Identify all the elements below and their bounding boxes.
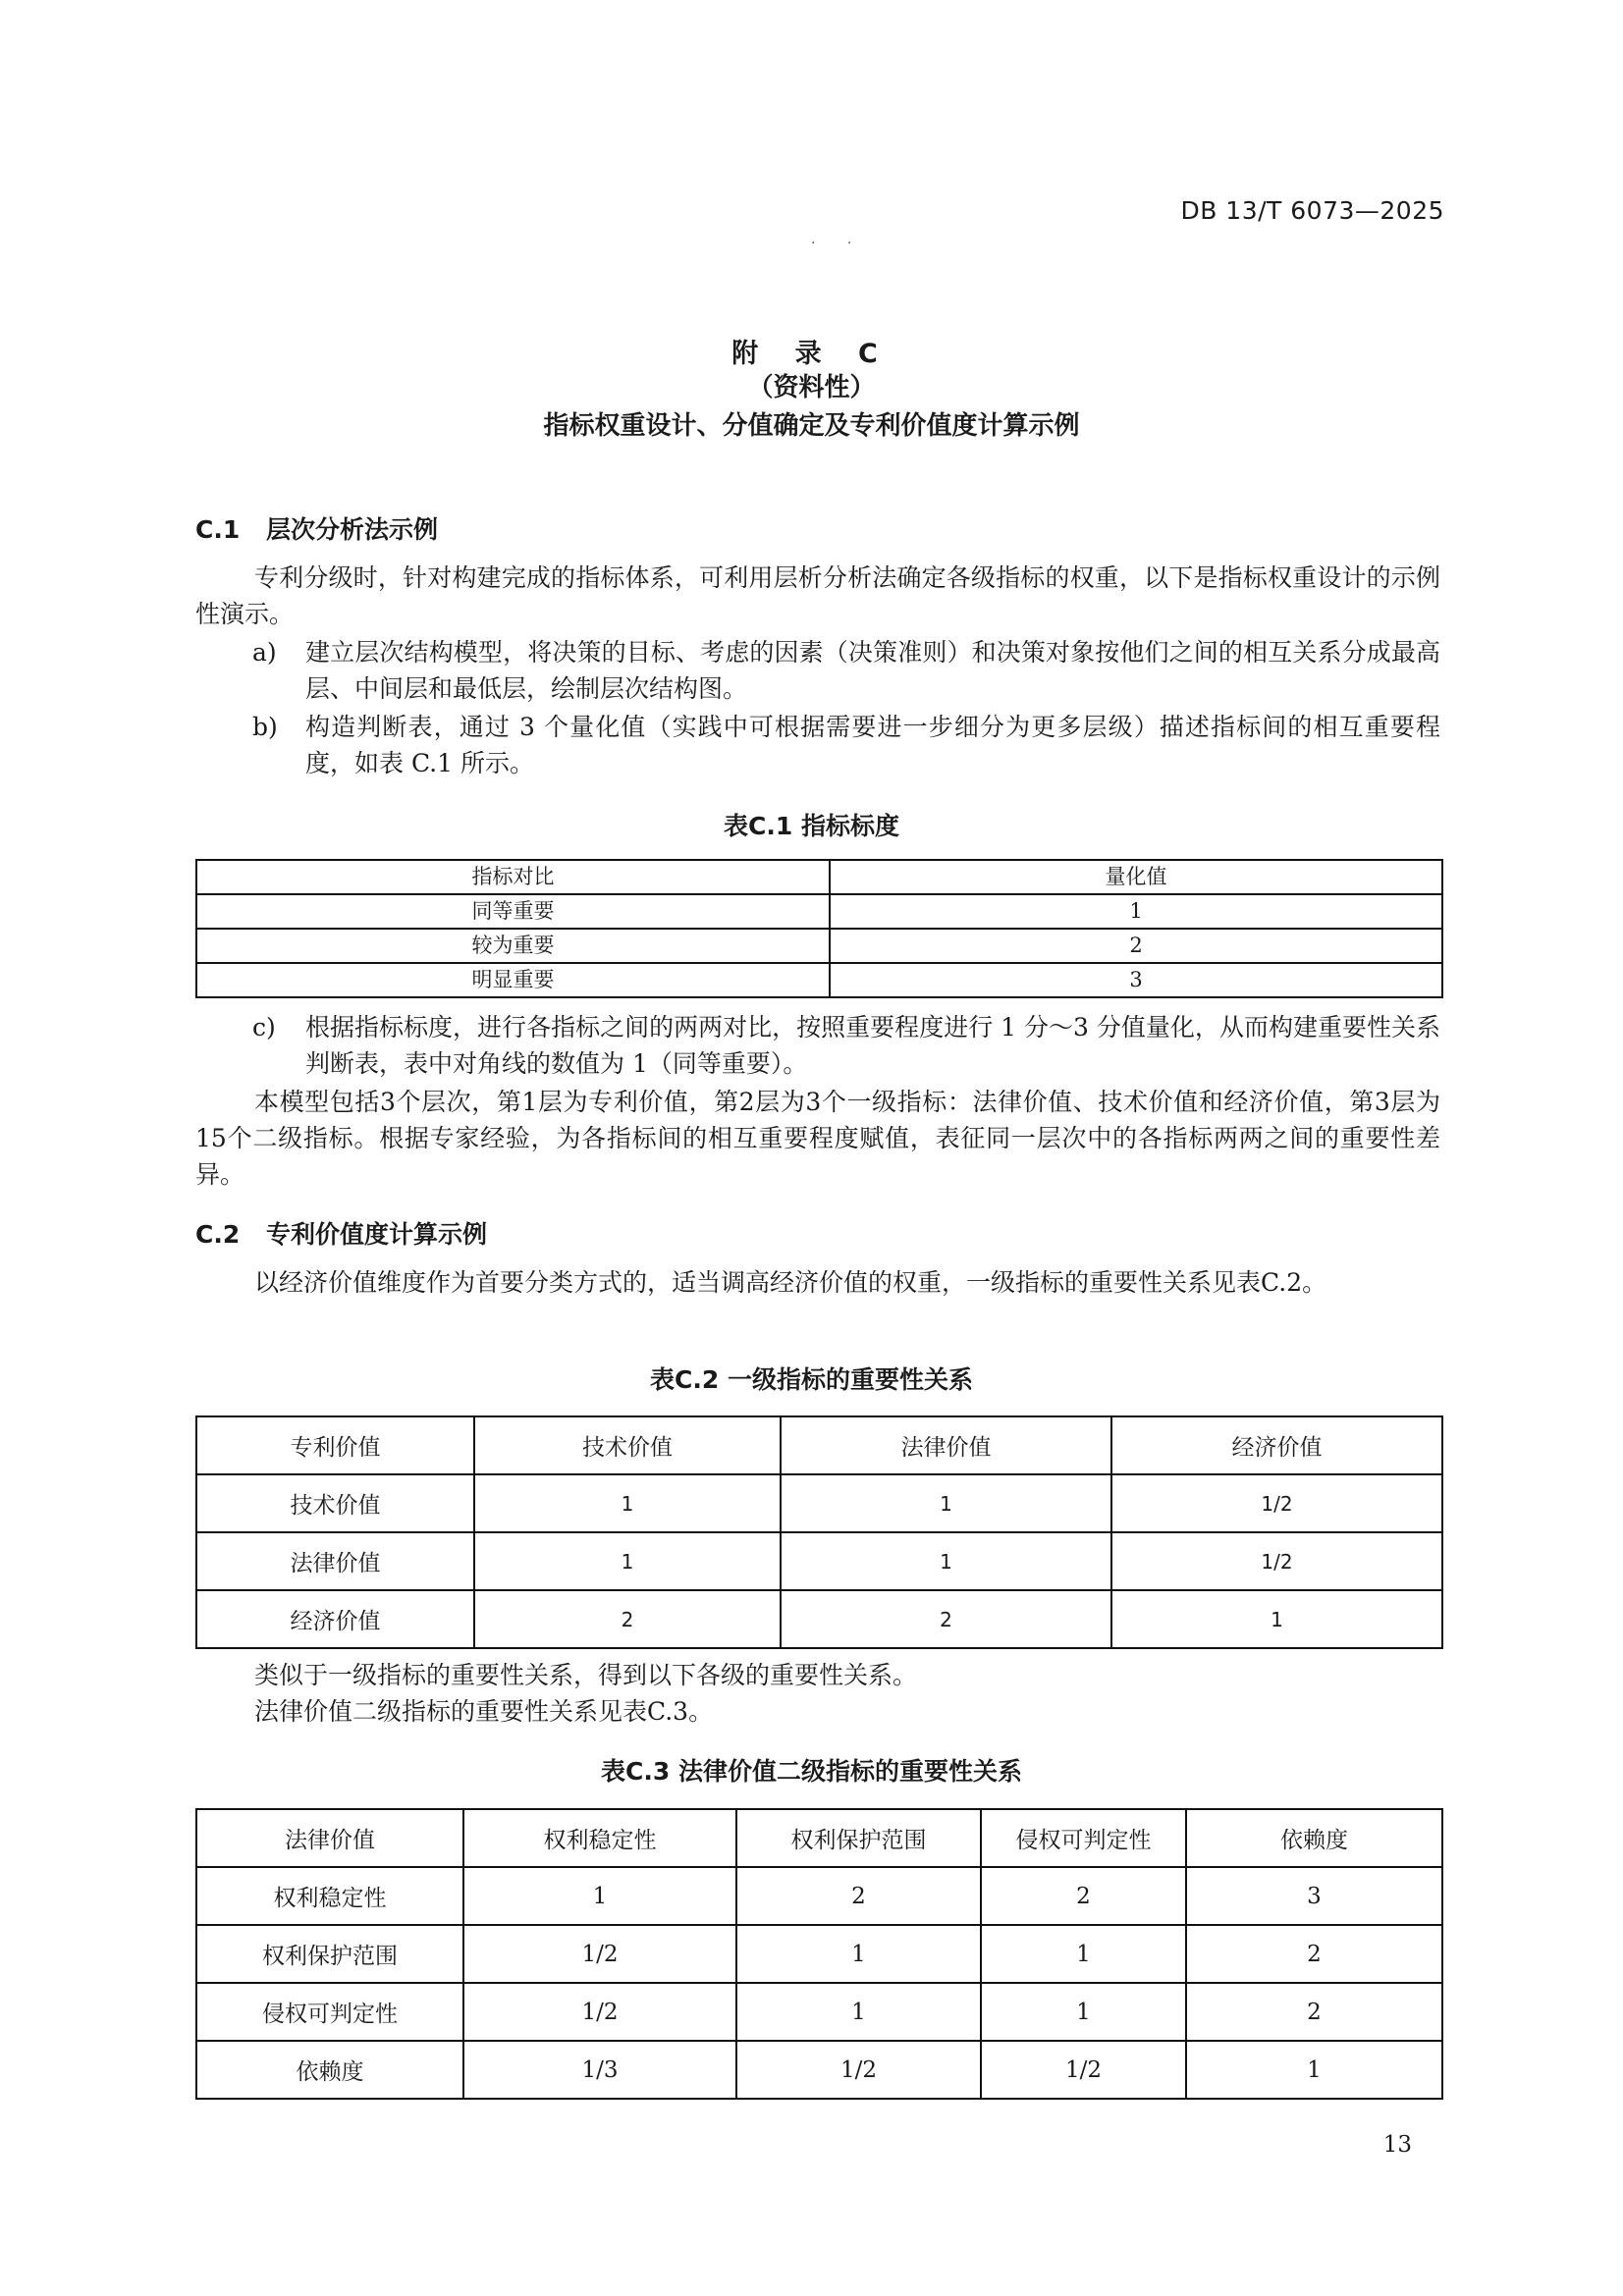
table-cell: 2 [1186,1925,1442,1983]
table-cell: 1 [1186,2041,1442,2099]
header-cell: 法律价值 [781,1416,1111,1474]
table1-caption: 表C.1 指标标度 [724,812,899,840]
table-cell: 1 [463,1867,736,1925]
standard-code: DB 13/T 6073—2025 [1180,196,1444,225]
table2 [195,1415,1443,1649]
table-cell: 同等重要 [196,894,830,929]
section-c2-number: C.2 [195,1220,241,1249]
table-row [196,963,1442,997]
c1-intro: 专利分级时，针对构建完成的指标体系，可利用层析分析法确定各级指标的权重，以下是指标权重设计的示例性演示。 [195,563,1440,628]
table-cell: 1 [781,1532,1111,1590]
list-item-text: 构造判断表，通过 3 个量化值（实践中可根据需要进一步细分为更多层级）描述指标间的相互重要程度，如表 C.1 所示。 [305,713,1440,777]
table-cell: 1 [474,1532,781,1590]
table-cell: 1/2 [463,1925,736,1983]
appendix-nature: （资料性） [747,373,876,402]
page-number: 13 [1382,2132,1412,2158]
header-cell: 技术价值 [474,1416,781,1474]
list-item-a [195,634,1440,707]
row-label-cell: 法律价值 [196,1532,474,1590]
table-row [196,1590,1442,1648]
table-row [196,1983,1442,2041]
header-cell: 权利保护范围 [736,1809,981,1867]
table-cell: 1 [736,1925,981,1983]
table-cell: 1/2 [736,2041,981,2099]
t3-reference-text: 法律价值二级指标的重要性关系见表C.3。 [254,1697,714,1726]
table-cell: 明显重要 [196,963,830,997]
section-c2-heading [195,1215,487,1251]
t2-followup-text: 类似于一级指标的重要性关系，得到以下各级的重要性关系。 [254,1661,918,1689]
list-item-c [195,1009,1440,1082]
header-cell: 依赖度 [1186,1809,1442,1867]
table-row [196,929,1442,963]
table-row [196,1925,1442,1983]
table-cell: 1 [474,1474,781,1532]
table-cell: 2 [736,1867,981,1925]
table-cell: 较为重要 [196,929,830,963]
table-cell: 1 [1111,1590,1442,1648]
header-cell: 经济价值 [1111,1416,1442,1474]
header-cell: 侵权可判定性 [981,1809,1186,1867]
table-row [196,1474,1442,1532]
row-label-cell: 权利稳定性 [196,1867,463,1925]
table-cell: 1/3 [463,2041,736,2099]
table-header-row [196,1809,1442,1867]
table1 [195,859,1443,998]
table-cell: 2 [981,1867,1186,1925]
row-label-cell: 权利保护范围 [196,1925,463,1983]
table-header-row [196,1416,1442,1474]
list-item-label: a) [252,638,277,667]
table-cell: 2 [830,929,1442,963]
list-item-text: 建立层次结构模型，将决策的目标、考虑的因素（决策准则）和决策对象按他们之间的相互关系分成最高层、中间层和最低层，绘制层次结构图。 [305,638,1440,703]
table-cell: 1 [830,894,1442,929]
table-cell: 1/2 [981,2041,1186,2099]
header-cell: 量化值 [830,860,1442,894]
table-cell: 1 [981,1983,1186,2041]
table-row [196,1532,1442,1590]
list-item-label: b) [252,713,278,741]
table3 [195,1808,1443,2100]
table-cell: 3 [830,963,1442,997]
table-cell: 1/2 [1111,1532,1442,1590]
list-item-b [195,709,1440,781]
table3-caption: 表C.3 法律价值二级指标的重要性关系 [601,1757,1022,1786]
appendix-title: 指标权重设计、分值确定及专利价值度计算示例 [543,411,1080,441]
row-label-cell: 技术价值 [196,1474,474,1532]
list-item-text: 根据指标标度，进行各指标之间的两两对比，按照重要程度进行 1 分～3 分值量化，从而构建重要性关系判断表，表中对角线的数值为 1（同等重要）。 [305,1013,1440,1078]
table-cell: 3 [1186,1867,1442,1925]
table-cell: 1/2 [463,1983,736,2041]
table-header-row [196,860,1442,894]
section-c2-title: 专利价值度计算示例 [266,1220,488,1249]
table-cell: 1 [736,1983,981,2041]
appendix-label: 附 录 C [731,339,892,369]
header-dots: · · [811,236,866,251]
header-cell: 指标对比 [196,860,830,894]
row-label-cell: 侵权可判定性 [196,1983,463,2041]
header-cell: 专利价值 [196,1416,474,1474]
table-cell: 2 [474,1590,781,1648]
table-row [196,2041,1442,2099]
table-cell: 1 [781,1474,1111,1532]
row-label-cell: 依赖度 [196,2041,463,2099]
model-description: 本模型包括3个层次，第1层为专利价值，第2层为3个一级指标：法律价值、技术价值和经济价值，第3层为15个二级指标。根据专家经验，为各指标间的相互重要程度赋值，表征同一层次中的各指标两两之间的重要性差异。 [195,1088,1440,1189]
header-cell: 法律价值 [196,1809,463,1867]
table-cell: 2 [1186,1983,1442,2041]
c2-intro: 以经济价值维度作为首要分类方式的，适当调高经济价值的权重，一级指标的重要性关系见表C.2。 [254,1268,1327,1297]
section-c1-heading [195,510,438,546]
table-cell: 2 [781,1590,1111,1648]
table-cell: 1 [981,1925,1186,1983]
section-c1-number: C.1 [195,515,241,544]
table-row [196,894,1442,929]
row-label-cell: 经济价值 [196,1590,474,1648]
section-c1-title: 层次分析法示例 [266,515,439,544]
table-cell: 1/2 [1111,1474,1442,1532]
table2-caption: 表C.2 一级指标的重要性关系 [650,1365,973,1394]
table-row [196,1867,1442,1925]
header-cell: 权利稳定性 [463,1809,736,1867]
list-item-label: c) [252,1013,276,1041]
